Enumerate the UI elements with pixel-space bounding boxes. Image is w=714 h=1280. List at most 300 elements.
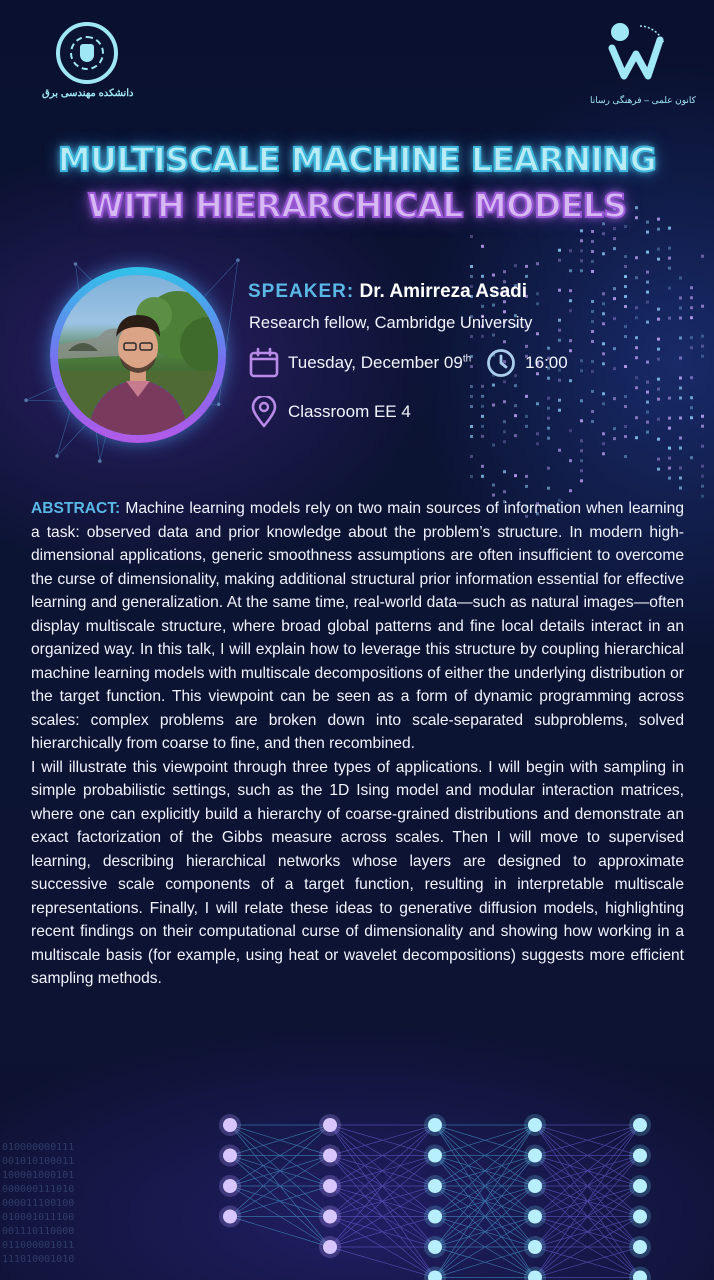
data-dot [613, 437, 616, 440]
data-dot [591, 320, 594, 323]
data-dot [602, 252, 605, 255]
data-dot [481, 425, 484, 428]
data-dot [536, 302, 539, 305]
data-dot [536, 262, 539, 265]
event-time: 16:00 [525, 353, 568, 372]
data-dot [635, 376, 638, 379]
data-dot [470, 455, 473, 458]
data-dot [657, 468, 660, 471]
data-dot [602, 292, 605, 295]
data-dot [602, 312, 605, 315]
binary-digits: 010001011100 [2, 1212, 75, 1223]
data-dot [646, 251, 649, 254]
data-dot [481, 275, 484, 278]
data-dot [503, 270, 506, 273]
abstract-text-1: Machine learning models rely on two main sources of information when learning a task: observed data and prior knowledge about the problem’s structure. In modern high-dimensional applications, generic smoothness assumptions are often insufficient to overcome the curse of dimensionality, making additional structural prior information essential for effective learning and generalization. At the same time, real-world data—such as natural images—often display multiscale structure, where broad global patterns and fine local details interact in an organized way. In this talk, I will explain how to leverage this structure by coupling hierarchical machine learning models with multiscale decompositions of either the underlying distribution or the target function. This viewpoint can be seen as a form of dynamic programming across scales: complex problems are broken down into scale-separated subproblems, solved hierarchically from coarse to fine, and then recombined. [31, 500, 684, 752]
data-dot [624, 335, 627, 338]
data-dot [657, 308, 660, 311]
data-dot [503, 400, 506, 403]
data-dot [690, 396, 693, 399]
constellation-node [74, 262, 78, 266]
data-dot [657, 438, 660, 441]
data-dot [668, 257, 671, 260]
data-dot [701, 465, 704, 468]
event-location: Classroom EE 4 [288, 402, 411, 421]
data-dot [569, 429, 572, 432]
network-edge [230, 1217, 330, 1248]
data-dot [701, 345, 704, 348]
abstract-paragraph-1 [31, 497, 684, 756]
data-dot [580, 479, 583, 482]
data-dot [492, 404, 495, 407]
speaker-photo [58, 275, 218, 435]
data-dot [536, 402, 539, 405]
data-dot [657, 458, 660, 461]
data-dot [679, 377, 682, 380]
network-node [323, 1210, 337, 1224]
network-node [223, 1118, 237, 1132]
data-dot [591, 420, 594, 423]
data-dot [624, 255, 627, 258]
data-dot [580, 359, 583, 362]
network-node [428, 1240, 442, 1254]
data-dot [690, 296, 693, 299]
network-node [428, 1179, 442, 1193]
data-dot [679, 417, 682, 420]
data-dot [558, 259, 561, 262]
data-dot [525, 475, 528, 478]
data-dot [613, 227, 616, 230]
data-dot [690, 316, 693, 319]
data-dot [668, 397, 671, 400]
data-dot [547, 427, 550, 430]
data-dot [580, 439, 583, 442]
resana-logo [590, 18, 696, 106]
resana-logo-icon [600, 18, 670, 88]
data-dot [668, 287, 671, 290]
data-dot [701, 475, 704, 478]
data-dot [569, 489, 572, 492]
data-dot [679, 337, 682, 340]
data-dot [580, 469, 583, 472]
data-dot [547, 417, 550, 420]
data-dot [558, 249, 561, 252]
data-dot [481, 395, 484, 398]
data-dot [657, 338, 660, 341]
data-dot [569, 299, 572, 302]
data-dot [646, 401, 649, 404]
network-node [528, 1210, 542, 1224]
data-dot [591, 260, 594, 263]
data-dot [668, 447, 671, 450]
data-dot [580, 239, 583, 242]
data-dot [503, 420, 506, 423]
data-dot [657, 248, 660, 251]
data-dot [613, 317, 616, 320]
data-dot [591, 340, 594, 343]
data-dot [569, 379, 572, 382]
data-dot [547, 467, 550, 470]
data-dot [624, 435, 627, 438]
data-dot [646, 421, 649, 424]
data-dot [470, 335, 473, 338]
data-dot [602, 302, 605, 305]
data-dot [547, 397, 550, 400]
data-dot [591, 240, 594, 243]
data-dot [569, 459, 572, 462]
network-node [633, 1149, 647, 1163]
data-dot [470, 475, 473, 478]
data-dot [525, 395, 528, 398]
data-dot [525, 425, 528, 428]
data-dot [602, 432, 605, 435]
university-logo-caption: دانشکده مهندسی برق [42, 88, 134, 99]
data-dot [536, 292, 539, 295]
data-dot [657, 378, 660, 381]
data-dot [679, 487, 682, 490]
data-dot [558, 399, 561, 402]
data-dot [668, 457, 671, 460]
data-dot [624, 395, 627, 398]
data-dot [668, 317, 671, 320]
data-dot [602, 342, 605, 345]
data-dot [613, 427, 616, 430]
data-dot [580, 229, 583, 232]
data-dot [503, 490, 506, 493]
data-dot [558, 449, 561, 452]
poster-title-line-2: WITH HIERARCHICAL MODELS [87, 186, 627, 225]
data-dot [569, 289, 572, 292]
data-dot [690, 376, 693, 379]
data-dot [657, 388, 660, 391]
data-dot [602, 322, 605, 325]
data-dot [470, 385, 473, 388]
data-dot [481, 245, 484, 248]
data-dot [613, 297, 616, 300]
data-dot [635, 386, 638, 389]
data-dot [525, 485, 528, 488]
data-dot [679, 317, 682, 320]
data-dot [646, 301, 649, 304]
data-dot [690, 336, 693, 339]
data-dot [701, 425, 704, 428]
network-node [428, 1149, 442, 1163]
data-dot [701, 445, 704, 448]
data-dot [492, 304, 495, 307]
constellation-node [24, 399, 28, 403]
network-node [223, 1149, 237, 1163]
data-dot [580, 269, 583, 272]
data-dot [668, 477, 671, 480]
data-dot [657, 228, 660, 231]
calendar-icon [248, 347, 280, 379]
constellation-node [217, 402, 221, 406]
data-dot [591, 300, 594, 303]
network-node [323, 1149, 337, 1163]
data-dot [602, 232, 605, 235]
data-dot [602, 452, 605, 455]
data-dot [503, 440, 506, 443]
data-dot [679, 277, 682, 280]
data-dot [481, 465, 484, 468]
data-dot [613, 237, 616, 240]
data-dot [514, 434, 517, 437]
binary-code-decoration [2, 1142, 74, 1265]
data-dot [657, 318, 660, 321]
binary-digits: 010000000111 [2, 1142, 75, 1153]
data-dot [679, 467, 682, 470]
data-dot [668, 417, 671, 420]
data-dot [679, 437, 682, 440]
data-dot [591, 370, 594, 373]
data-dot [635, 436, 638, 439]
data-dot [591, 330, 594, 333]
data-dot [558, 289, 561, 292]
data-dot [624, 275, 627, 278]
data-dot [470, 235, 473, 238]
data-dot [624, 285, 627, 288]
binary-digits: 111010001010 [2, 1254, 75, 1265]
data-dot [679, 357, 682, 360]
data-dot [514, 264, 517, 267]
data-dot [503, 340, 506, 343]
data-dot [492, 484, 495, 487]
data-dot [635, 416, 638, 419]
data-dot [646, 361, 649, 364]
data-dot [690, 456, 693, 459]
data-dot [668, 267, 671, 270]
data-dot [679, 387, 682, 390]
data-dot [602, 392, 605, 395]
data-dot [481, 475, 484, 478]
data-dot [646, 291, 649, 294]
data-dot [503, 380, 506, 383]
data-dot [701, 415, 704, 418]
data-dot [657, 258, 660, 261]
data-dot [481, 385, 484, 388]
date-time-row [248, 347, 568, 379]
data-dot [569, 269, 572, 272]
data-dot [591, 310, 594, 313]
data-dot [690, 416, 693, 419]
data-dot [668, 467, 671, 470]
data-dot [591, 270, 594, 273]
binary-digits: 100001000101 [2, 1170, 75, 1181]
data-dot [679, 297, 682, 300]
speaker-label: SPEAKER: [248, 281, 355, 302]
data-dot [635, 306, 638, 309]
data-dot [514, 474, 517, 477]
data-dot [657, 358, 660, 361]
binary-digits: 000011100100 [2, 1198, 75, 1209]
network-node [633, 1179, 647, 1193]
data-dot [602, 442, 605, 445]
map-pin-icon [248, 396, 280, 428]
data-dot [481, 305, 484, 308]
data-dot [701, 495, 704, 498]
data-dot [569, 339, 572, 342]
data-dot [558, 339, 561, 342]
data-dot [624, 305, 627, 308]
network-node [528, 1149, 542, 1163]
data-dot [470, 395, 473, 398]
data-dot [646, 391, 649, 394]
poster-title-line-1: MULTISCALE MACHINE LEARNING [57, 140, 657, 179]
resana-logo-caption: کانون علمی – فرهنگی رسانا [590, 95, 696, 105]
data-dot [646, 271, 649, 274]
data-dot [558, 409, 561, 412]
network-node [428, 1210, 442, 1224]
data-dot [624, 365, 627, 368]
data-dot [646, 431, 649, 434]
location-row [248, 396, 411, 428]
data-dot [547, 407, 550, 410]
data-dot [613, 247, 616, 250]
data-dot [635, 276, 638, 279]
data-dot [635, 336, 638, 339]
network-node [633, 1210, 647, 1224]
data-dot [624, 265, 627, 268]
data-dot [602, 402, 605, 405]
data-dot [613, 347, 616, 350]
data-dot [613, 367, 616, 370]
binary-digits: 000000111010 [2, 1184, 75, 1195]
data-dot [602, 352, 605, 355]
data-dot [514, 384, 517, 387]
data-dot [470, 275, 473, 278]
data-dot [514, 414, 517, 417]
network-node [323, 1118, 337, 1132]
data-dot [492, 274, 495, 277]
data-dot [580, 249, 583, 252]
speaker-line [248, 281, 527, 303]
data-dot [514, 404, 517, 407]
data-dot [481, 435, 484, 438]
abstract-section [31, 497, 684, 991]
data-dot [701, 335, 704, 338]
data-dot [668, 227, 671, 230]
network-node [633, 1118, 647, 1132]
data-dot [470, 265, 473, 268]
data-dot [635, 356, 638, 359]
data-dot [591, 230, 594, 233]
data-dot [492, 334, 495, 337]
data-dot [635, 316, 638, 319]
data-dot [679, 447, 682, 450]
network-node [528, 1179, 542, 1193]
data-dot [635, 346, 638, 349]
data-dot [558, 379, 561, 382]
data-dot [646, 411, 649, 414]
data-dot [503, 430, 506, 433]
data-dot [580, 459, 583, 462]
data-dot [657, 348, 660, 351]
data-dot [547, 487, 550, 490]
network-node [323, 1179, 337, 1193]
event-date: Tuesday, December 09th [288, 353, 472, 372]
constellation-node [98, 459, 102, 463]
data-dot [470, 405, 473, 408]
data-dot [503, 470, 506, 473]
data-dot [481, 405, 484, 408]
abstract-paragraph-2: I will illustrate this viewpoint through three types of applications. I will begin with sampling in simple probabilistic settings, such as the 1D Ising model and modular interaction matrices, where one can explicitly build a hierarchy of coarse-grained distributions and demonstrate an exact factorization of the Gibbs measure across scales. Then I will move to supervised learning, describing hierarchical networks whose layers are designed to approximate successive scale components of a target function, resulting in interpretable multiscale representations. Finally, I will relate these ideas to generative diffusion models, highlighting recent findings on their computational curse of dimensionality and showing how working in a multiscale basis (for example, using heat or wavelet decompositions) suggests more efficient sampling methods. [31, 758, 684, 987]
data-dot [492, 384, 495, 387]
data-dot [668, 247, 671, 250]
data-dot [525, 275, 528, 278]
data-dot [690, 306, 693, 309]
data-dot [536, 332, 539, 335]
network-node [528, 1118, 542, 1132]
network-node [633, 1240, 647, 1254]
data-dot [624, 225, 627, 228]
network-node [428, 1118, 442, 1132]
data-dot [679, 307, 682, 310]
data-dot [701, 485, 704, 488]
data-dot [558, 319, 561, 322]
abstract-label: ABSTRACT: [31, 500, 121, 517]
speaker-photo-frame [50, 267, 226, 443]
data-dot [470, 435, 473, 438]
data-dot [624, 425, 627, 428]
data-dot [591, 250, 594, 253]
data-dot [492, 444, 495, 447]
data-dot [690, 346, 693, 349]
data-dot [679, 477, 682, 480]
data-dot [591, 390, 594, 393]
data-dot [624, 295, 627, 298]
data-dot [481, 415, 484, 418]
data-dot [668, 427, 671, 430]
data-dot [591, 360, 594, 363]
data-dot [481, 335, 484, 338]
clock-icon [485, 347, 517, 379]
binary-digits: 011000001011 [2, 1240, 75, 1251]
data-dot [580, 449, 583, 452]
data-dot [558, 329, 561, 332]
data-dot [591, 410, 594, 413]
data-dot [646, 381, 649, 384]
data-dot [624, 325, 627, 328]
data-dot [701, 255, 704, 258]
data-dot [580, 419, 583, 422]
network-node [323, 1240, 337, 1254]
data-dot [569, 249, 572, 252]
data-dot [580, 369, 583, 372]
data-dot [602, 362, 605, 365]
data-dot [690, 286, 693, 289]
data-dot [701, 305, 704, 308]
data-dot [536, 442, 539, 445]
data-dot [679, 397, 682, 400]
data-dot [613, 287, 616, 290]
constellation-node [55, 454, 59, 458]
network-node [223, 1179, 237, 1193]
speaker-name: Dr. Amirreza Asadi [359, 281, 528, 302]
university-logo [42, 22, 132, 99]
binary-digits: 001010100011 [2, 1156, 75, 1167]
data-dot [690, 406, 693, 409]
network-node [528, 1240, 542, 1254]
data-dot [569, 309, 572, 312]
speaker-portrait-illustration [58, 275, 218, 435]
data-dot [646, 231, 649, 234]
data-dot [525, 415, 528, 418]
data-dot [547, 437, 550, 440]
data-dot [701, 355, 704, 358]
university-emblem-icon [56, 22, 118, 84]
binary-digits: 001110110000 [2, 1226, 75, 1237]
data-dot [624, 455, 627, 458]
